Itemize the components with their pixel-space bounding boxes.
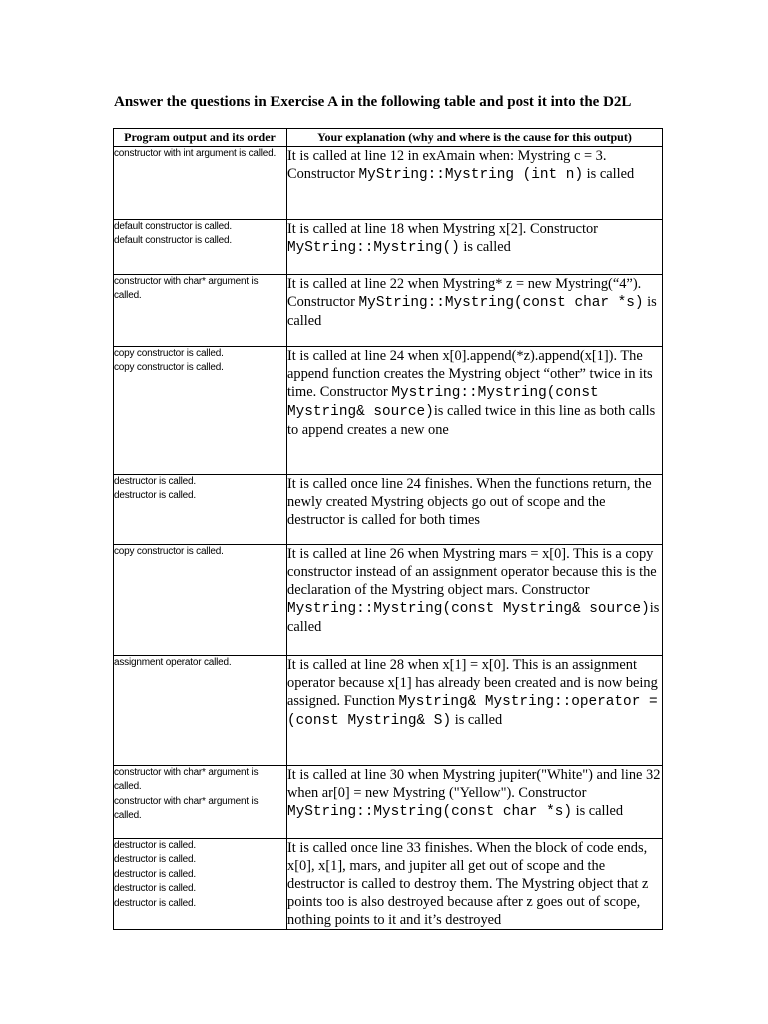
code-snippet: Mystring& Mystring::operator =(const Mystring& S) bbox=[287, 694, 658, 729]
explanation-text: It is called at line 12 in exAmain when: Mystring c = 3. Constructor bbox=[287, 148, 607, 182]
code-snippet: MyString::Mystring (int n) bbox=[358, 167, 584, 183]
explanation-text: It is called at line 18 when Mystring x[2]. Constructor bbox=[287, 221, 598, 237]
output-line: destructor is called. bbox=[114, 476, 196, 487]
explanation-cell bbox=[287, 220, 663, 275]
table-row bbox=[114, 545, 663, 656]
explanation-cell bbox=[287, 347, 663, 475]
table-row bbox=[114, 275, 663, 347]
output-cell bbox=[114, 545, 287, 656]
explanation-text: It is called at line 26 when Mystring mars = x[0]. This is a copy constructor instead of an assignment operator because this is the declaration of the Mystring object mars. Constructor bbox=[287, 546, 657, 598]
explanation-text: It is called at line 28 when x[1] = x[0]. This is an assignment operator because x[1] has already been created and is now being assigned. Function bbox=[287, 657, 658, 709]
table-row bbox=[114, 656, 663, 766]
table-row bbox=[114, 220, 663, 275]
output-cell bbox=[114, 275, 287, 347]
code-snippet: MyString::Mystring(const char *s) bbox=[287, 804, 572, 820]
output-line: destructor is called. bbox=[114, 868, 196, 880]
page-heading: Answer the questions in Exercise A in the following table and post it into the D2L bbox=[114, 94, 632, 110]
table-row bbox=[114, 347, 663, 475]
exercise-table bbox=[113, 128, 663, 930]
explanation-text: It is called once line 24 finishes. When the functions return, the newly created Mystring objects go out of scope and the destructor is called for both times bbox=[287, 476, 652, 528]
explanation-cell bbox=[287, 839, 663, 930]
header-output: Program output and its order bbox=[114, 129, 287, 147]
explanation-text: is called bbox=[451, 712, 503, 728]
output-cell bbox=[114, 220, 287, 275]
table-header-row bbox=[114, 129, 663, 147]
table-row bbox=[114, 475, 663, 545]
output-line: constructor with char* argument is called. bbox=[114, 795, 259, 822]
header-explanation: Your explanation (why and where is the cause for this output) bbox=[287, 129, 663, 147]
output-line: default constructor is called. bbox=[114, 221, 232, 232]
explanation-cell bbox=[287, 545, 663, 656]
explanation-text: It is called at line 22 when Mystring* z = new Mystring(“4”). Constructor bbox=[287, 276, 642, 310]
output-line: copy constructor is called. bbox=[114, 362, 224, 374]
code-snippet: MyString::Mystring() bbox=[287, 240, 460, 256]
output-line: constructor with char* argument is called. bbox=[114, 276, 259, 302]
explanation-cell bbox=[287, 275, 663, 347]
code-snippet: MyString::Mystring(const char *s) bbox=[358, 295, 644, 311]
code-snippet: Mystring::Mystring(const Mystring& source) bbox=[287, 601, 650, 617]
explanation-text: is called bbox=[287, 600, 660, 635]
output-line: destructor is called. bbox=[114, 490, 196, 502]
explanation-text: is called twice in this line as both calls to append creates a new one bbox=[287, 403, 656, 438]
explanation-text: is called bbox=[583, 166, 635, 182]
table-row bbox=[114, 147, 663, 220]
code-snippet: Mystring::Mystring(const Mystring& source) bbox=[287, 385, 599, 420]
output-line: assignment operator called. bbox=[114, 657, 232, 668]
output-cell bbox=[114, 766, 287, 839]
explanation-text: It is called at line 24 when x[0].append(*z).append(x[1]). The append function creates the Mystring object “other” twice in its time. Constructor bbox=[287, 348, 653, 400]
explanation-cell bbox=[287, 656, 663, 766]
output-line: destructor is called. bbox=[114, 840, 196, 851]
output-line: copy constructor is called. bbox=[114, 348, 224, 359]
output-cell bbox=[114, 347, 287, 475]
explanation-text: It is called at line 30 when Mystring jupiter("White") and line 32 when ar[0] = new Mystring ("Yellow"). Constructor bbox=[287, 767, 661, 801]
output-line: constructor with int argument is called. bbox=[114, 148, 277, 159]
explanation-cell bbox=[287, 766, 663, 839]
output-line: constructor with char* argument is called. bbox=[114, 767, 259, 793]
output-cell bbox=[114, 475, 287, 545]
explanation-text: is called bbox=[459, 239, 511, 255]
output-cell bbox=[114, 839, 287, 930]
output-line: default constructor is called. bbox=[114, 235, 232, 247]
explanation-cell bbox=[287, 147, 663, 220]
explanation-text: is called bbox=[287, 294, 657, 329]
output-line: copy constructor is called. bbox=[114, 546, 224, 557]
table-row bbox=[114, 766, 663, 839]
explanation-cell bbox=[287, 475, 663, 545]
explanation-text: is called bbox=[571, 803, 624, 819]
output-cell bbox=[114, 656, 287, 766]
output-cell bbox=[114, 147, 287, 220]
output-line: destructor is called. bbox=[114, 854, 196, 866]
explanation-text: It is called once line 33 finishes. When the block of code ends, x[0], x[1], mars, and jupiter all get out of scope and the destructor is called to destroy them. The Mystring object that z points too is also destroyed because after z goes out of scope, nothing points to it and it’s destroyed bbox=[287, 840, 649, 928]
table-row bbox=[114, 839, 663, 930]
output-line: destructor is called. bbox=[114, 897, 196, 909]
output-line: destructor is called. bbox=[114, 883, 196, 895]
